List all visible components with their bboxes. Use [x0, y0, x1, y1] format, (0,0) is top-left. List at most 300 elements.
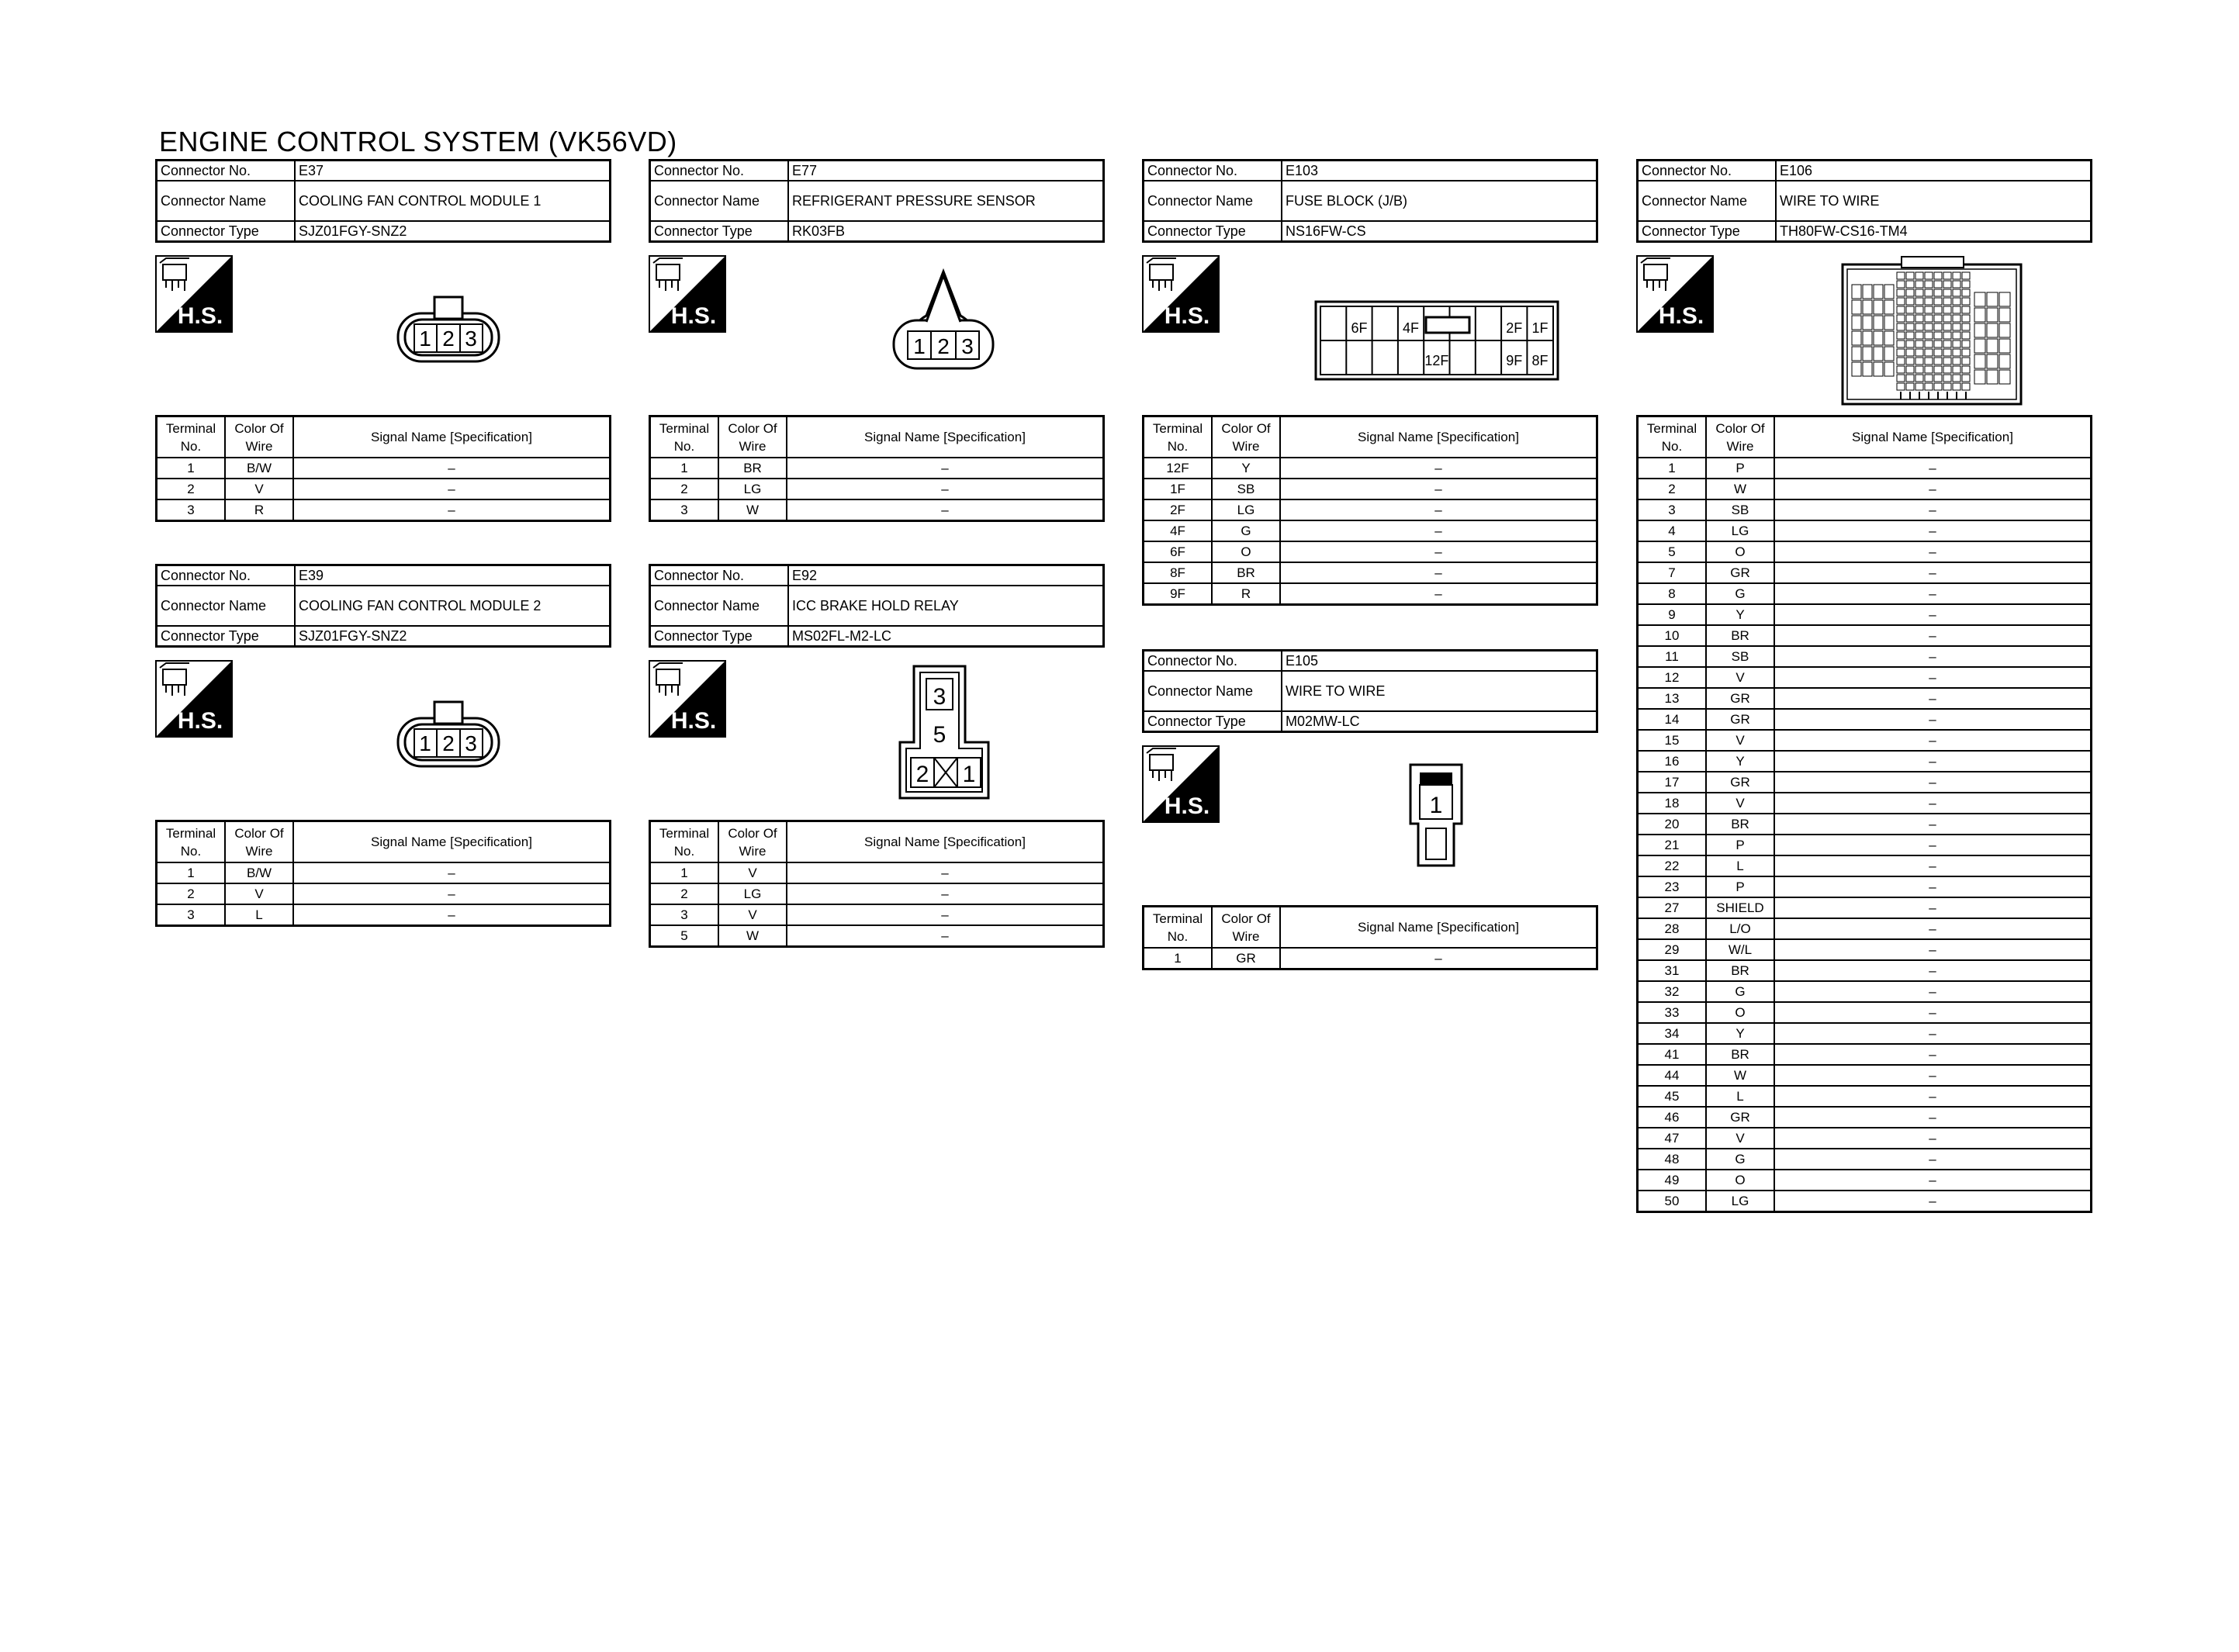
pin-number: 2: [915, 762, 929, 787]
connector-type-label: Connector Type: [157, 221, 296, 242]
pin-number: 9F: [1506, 353, 1523, 368]
signal-name: –: [1774, 876, 2092, 897]
signal-name: –: [787, 883, 1104, 904]
signal-name: –: [1280, 562, 1597, 583]
signal-name: –: [1774, 939, 2092, 960]
terminal-no: 29: [1638, 939, 1707, 960]
wire-color-header: Color Of Wire: [225, 821, 293, 863]
connector-no-value: E39: [295, 565, 611, 586]
terminal-no: 3: [650, 499, 719, 521]
table-row: [1638, 730, 2092, 751]
wire-color-header: Color Of Wire: [1706, 416, 1774, 458]
table-row: [1638, 562, 2092, 583]
table-row: [1638, 604, 2092, 625]
table-row: [1638, 541, 2092, 562]
connector-block: [649, 564, 1105, 943]
signal-name: –: [1774, 855, 2092, 876]
connector-name-label: Connector Name: [1144, 671, 1282, 711]
terminal-table-header: [157, 821, 611, 863]
terminal-no: 9: [1638, 604, 1707, 625]
wire-color-header: Color Of Wire: [1212, 416, 1280, 458]
terminal-table: [649, 820, 1105, 948]
terminal-no: 28: [1638, 918, 1707, 939]
terminal-no: 2: [650, 883, 719, 904]
table-row: [1638, 1170, 2092, 1191]
wire-color: W: [718, 499, 787, 521]
table-row: [1638, 646, 2092, 667]
terminal-no: 41: [1638, 1044, 1707, 1065]
pin-number: 4F: [1403, 320, 1420, 336]
terminal-no-header: Terminal No.: [157, 821, 226, 863]
table-row: [1638, 625, 2092, 646]
pin-number: 3: [961, 334, 974, 358]
table-row: [650, 883, 1104, 904]
signal-name: –: [1774, 646, 2092, 667]
connector-type-value: SJZ01FGY-SNZ2: [295, 626, 611, 647]
page-title: ENGINE CONTROL SYSTEM (VK56VD): [159, 126, 677, 157]
terminal-table: [1142, 905, 1598, 970]
wire-color: B/W: [225, 862, 293, 883]
wire-color: O: [1212, 541, 1280, 562]
hs-label: H.S.: [1164, 303, 1210, 329]
wire-color: R: [225, 499, 293, 521]
table-row: [1638, 855, 2092, 876]
connector-name-label: Connector Name: [650, 586, 789, 626]
signal-name: –: [1774, 918, 2092, 939]
terminal-no: 8F: [1144, 562, 1213, 583]
connector-block: [155, 159, 611, 517]
wire-color: R: [1212, 583, 1280, 605]
signal-name: –: [293, 479, 611, 499]
signal-name: –: [1774, 1086, 2092, 1107]
wire-color: G: [1706, 583, 1774, 604]
signal-name: –: [787, 458, 1104, 479]
signal-name-header: Signal Name [Specification]: [1774, 416, 2092, 458]
table-row: [650, 458, 1104, 479]
wire-color: O: [1706, 1002, 1774, 1023]
wire-color: G: [1706, 981, 1774, 1002]
table-row: [1144, 458, 1597, 479]
table-row: [1638, 960, 2092, 981]
signal-name: –: [1774, 625, 2092, 646]
table-row: [1638, 1107, 2092, 1128]
signal-name: –: [1774, 981, 2092, 1002]
table-row: [1638, 520, 2092, 541]
terminal-table: [155, 820, 611, 927]
wire-color: BR: [1706, 625, 1774, 646]
connector-block: [649, 159, 1105, 517]
pin-number: 6F: [1351, 320, 1368, 336]
signal-name: –: [1774, 772, 2092, 793]
connector-block: [155, 564, 611, 922]
terminal-no: 22: [1638, 855, 1707, 876]
table-row: [1638, 897, 2092, 918]
wire-color: P: [1706, 876, 1774, 897]
signal-name: –: [1774, 1128, 2092, 1149]
wire-color: BR: [1706, 960, 1774, 981]
wire-color: LG: [1706, 520, 1774, 541]
signal-name: –: [1774, 688, 2092, 709]
pin-number: 1: [913, 334, 926, 358]
signal-name: –: [1774, 897, 2092, 918]
table-row: [1638, 793, 2092, 814]
wire-color: LG: [718, 883, 787, 904]
table-row: [1638, 918, 2092, 939]
table-row: [157, 479, 611, 499]
connector-info-table: [649, 564, 1105, 648]
wire-color-header: Color Of Wire: [225, 416, 293, 458]
terminal-no: 11: [1638, 646, 1707, 667]
signal-name: –: [1774, 458, 2092, 479]
pin-number: 1F: [1531, 320, 1549, 336]
pin-number: 8F: [1531, 353, 1549, 368]
terminal-no-header: Terminal No.: [1144, 416, 1213, 458]
wire-color-header: Color Of Wire: [1212, 907, 1280, 949]
connector-face-diagram: [1839, 254, 2026, 409]
connector-info-table: [1636, 159, 2092, 243]
signal-name: –: [293, 904, 611, 926]
terminal-no: 8: [1638, 583, 1707, 604]
wire-color: Y: [1706, 1023, 1774, 1044]
terminal-table: [155, 415, 611, 522]
terminal-no: 23: [1638, 876, 1707, 897]
connector-type-label: Connector Type: [1144, 221, 1282, 242]
signal-name: –: [1280, 948, 1597, 969]
connector-face-diagram: [396, 700, 504, 769]
signal-name: –: [1774, 479, 2092, 499]
signal-name: –: [1774, 1002, 2092, 1023]
table-row: [1638, 814, 2092, 835]
wire-color: GR: [1212, 948, 1280, 969]
terminal-no: 31: [1638, 960, 1707, 981]
terminal-no-header: Terminal No.: [650, 416, 719, 458]
pin-number: 2: [442, 731, 455, 755]
wire-color: BR: [1706, 814, 1774, 835]
table-row: [1638, 1191, 2092, 1212]
signal-name: –: [1774, 1023, 2092, 1044]
signal-name: –: [1774, 562, 2092, 583]
table-row: [1144, 562, 1597, 583]
signal-name: –: [1774, 709, 2092, 730]
wire-color: V: [225, 883, 293, 904]
terminal-no-header: Terminal No.: [650, 821, 719, 863]
table-row: [157, 499, 611, 521]
signal-name: –: [787, 925, 1104, 947]
signal-name: –: [1774, 1065, 2092, 1086]
wire-color: BR: [1706, 1044, 1774, 1065]
connector-info-table: [649, 159, 1105, 243]
pin-number: 5: [933, 722, 946, 748]
wire-color: BR: [718, 458, 787, 479]
terminal-no: 10: [1638, 625, 1707, 646]
table-row: [650, 904, 1104, 925]
terminal-no: 4: [1638, 520, 1707, 541]
wire-color: P: [1706, 835, 1774, 855]
signal-name: –: [787, 499, 1104, 521]
pin-number: 3: [465, 731, 477, 755]
connector-type-value: M02MW-LC: [1282, 711, 1597, 732]
wire-color: GR: [1706, 688, 1774, 709]
wire-color: L: [1706, 1086, 1774, 1107]
connector-no-value: E103: [1282, 161, 1597, 181]
pin-number: 2F: [1506, 320, 1523, 336]
hs-label: H.S.: [177, 708, 223, 734]
terminal-no-header: Terminal No.: [1638, 416, 1707, 458]
hs-label: H.S.: [670, 708, 717, 734]
table-row: [1638, 1086, 2092, 1107]
hs-label: H.S.: [1164, 793, 1210, 819]
signal-name: –: [293, 458, 611, 479]
signal-name: –: [787, 862, 1104, 883]
signal-name-header: Signal Name [Specification]: [1280, 416, 1597, 458]
table-row: [1638, 1023, 2092, 1044]
signal-name: –: [1774, 541, 2092, 562]
pin-number: 12F: [1424, 353, 1449, 368]
terminal-no: 18: [1638, 793, 1707, 814]
connector-type-value: NS16FW-CS: [1282, 221, 1597, 242]
wire-color: V: [1706, 1128, 1774, 1149]
terminal-no: 2: [1638, 479, 1707, 499]
wire-color: V: [718, 862, 787, 883]
connector-info-table: [1142, 159, 1598, 243]
connector-face-diagram: [1313, 299, 1561, 384]
wire-color: P: [1706, 458, 1774, 479]
connector-name-label: Connector Name: [157, 181, 296, 221]
wire-color: GR: [1706, 1107, 1774, 1128]
wire-color: G: [1706, 1149, 1774, 1170]
signal-name: –: [787, 479, 1104, 499]
terminal-no: 3: [157, 499, 226, 521]
table-row: [1638, 751, 2092, 772]
table-row: [1638, 667, 2092, 688]
terminal-no: 45: [1638, 1086, 1707, 1107]
pin-number: 1: [1429, 793, 1443, 818]
signal-name: –: [1774, 793, 2092, 814]
terminal-no: 2: [650, 479, 719, 499]
terminal-no: 34: [1638, 1023, 1707, 1044]
harness-side-icon: [155, 255, 233, 333]
terminal-table-header: [1638, 416, 2092, 458]
wire-color-header: Color Of Wire: [718, 821, 787, 863]
wire-color: Y: [1706, 751, 1774, 772]
signal-name: –: [1774, 730, 2092, 751]
table-row: [1144, 520, 1597, 541]
wire-color: BR: [1212, 562, 1280, 583]
signal-name: –: [1774, 583, 2092, 604]
wire-color: GR: [1706, 562, 1774, 583]
signal-name-header: Signal Name [Specification]: [293, 821, 611, 863]
terminal-no: 27: [1638, 897, 1707, 918]
terminal-table: [1636, 415, 2092, 1213]
wire-color: V: [225, 479, 293, 499]
terminal-no: 1: [650, 458, 719, 479]
terminal-no: 7: [1638, 562, 1707, 583]
table-row: [1144, 541, 1597, 562]
terminal-table: [1142, 415, 1598, 606]
connector-type-value: RK03FB: [788, 221, 1104, 242]
harness-side-icon: [649, 255, 726, 333]
connector-no-label: Connector No.: [650, 161, 789, 181]
wire-color: O: [1706, 541, 1774, 562]
table-row: [1638, 1149, 2092, 1170]
wire-color: V: [718, 904, 787, 925]
pin-number: 1: [419, 731, 431, 755]
signal-name: –: [1774, 960, 2092, 981]
terminal-no-header: Terminal No.: [1144, 907, 1213, 949]
signal-name: –: [1774, 751, 2092, 772]
table-row: [1638, 1128, 2092, 1149]
signal-name: –: [1774, 814, 2092, 835]
hs-label: H.S.: [177, 303, 223, 329]
signal-name: –: [293, 883, 611, 904]
table-row: [650, 862, 1104, 883]
terminal-no: 44: [1638, 1065, 1707, 1086]
table-row: [650, 925, 1104, 947]
connector-no-label: Connector No.: [650, 565, 789, 586]
terminal-table-header: [1144, 907, 1597, 949]
signal-name: –: [1280, 479, 1597, 499]
terminal-table-header: [650, 821, 1104, 863]
signal-name: –: [787, 904, 1104, 925]
connector-no-label: Connector No.: [157, 161, 296, 181]
terminal-no: 9F: [1144, 583, 1213, 605]
connector-name-value: FUSE BLOCK (J/B): [1282, 181, 1597, 221]
signal-name-header: Signal Name [Specification]: [787, 416, 1104, 458]
terminal-no: 4F: [1144, 520, 1213, 541]
table-row: [1638, 479, 2092, 499]
wire-color: V: [1706, 667, 1774, 688]
terminal-no: 47: [1638, 1128, 1707, 1149]
connector-no-value: E37: [295, 161, 611, 181]
connector-block: [1142, 159, 1598, 601]
connector-block: [1636, 159, 2092, 1208]
wire-color: SHIELD: [1706, 897, 1774, 918]
table-row: [1144, 479, 1597, 499]
connector-face-diagram: [396, 295, 504, 365]
table-row: [1638, 1044, 2092, 1065]
connector-name-value: COOLING FAN CONTROL MODULE 2: [295, 586, 611, 626]
connector-name-value: WIRE TO WIRE: [1282, 671, 1597, 711]
signal-name: –: [1280, 520, 1597, 541]
signal-name: –: [293, 862, 611, 883]
terminal-no: 1: [1638, 458, 1707, 479]
terminal-no: 12F: [1144, 458, 1213, 479]
terminal-no: 5: [1638, 541, 1707, 562]
connector-no-label: Connector No.: [1144, 161, 1282, 181]
table-row: [650, 499, 1104, 521]
wire-color: W: [718, 925, 787, 947]
signal-name-header: Signal Name [Specification]: [293, 416, 611, 458]
terminal-no: 21: [1638, 835, 1707, 855]
terminal-no: 1: [650, 862, 719, 883]
terminal-no: 1: [157, 862, 226, 883]
wire-color: LG: [718, 479, 787, 499]
table-row: [1638, 499, 2092, 520]
table-row: [1144, 583, 1597, 605]
wire-color: Y: [1706, 604, 1774, 625]
connector-no-value: E77: [788, 161, 1104, 181]
table-row: [1638, 709, 2092, 730]
terminal-no: 49: [1638, 1170, 1707, 1191]
table-row: [1638, 876, 2092, 897]
connector-no-value: E105: [1282, 651, 1597, 672]
wire-color: L: [1706, 855, 1774, 876]
signal-name: –: [1774, 1044, 2092, 1065]
signal-name: –: [1774, 1107, 2092, 1128]
wire-color: O: [1706, 1170, 1774, 1191]
pin-number: 2: [937, 334, 950, 358]
terminal-no: 17: [1638, 772, 1707, 793]
connector-info-table: [1142, 649, 1598, 733]
signal-name: –: [1774, 835, 2092, 855]
terminal-no: 3: [650, 904, 719, 925]
connector-type-label: Connector Type: [650, 626, 789, 647]
connector-no-label: Connector No.: [1638, 161, 1777, 181]
wire-color: W: [1706, 479, 1774, 499]
table-row: [1638, 1065, 2092, 1086]
terminal-no: 46: [1638, 1107, 1707, 1128]
connector-name-value: COOLING FAN CONTROL MODULE 1: [295, 181, 611, 221]
signal-name: –: [1280, 458, 1597, 479]
terminal-no: 2: [157, 883, 226, 904]
signal-name: –: [1774, 1191, 2092, 1212]
terminal-no: 15: [1638, 730, 1707, 751]
terminal-no: 33: [1638, 1002, 1707, 1023]
table-row: [157, 904, 611, 926]
terminal-no: 1: [157, 458, 226, 479]
wire-color: B/W: [225, 458, 293, 479]
wire-color: V: [1706, 730, 1774, 751]
signal-name: –: [1280, 499, 1597, 520]
table-row: [1638, 981, 2092, 1002]
signal-name: –: [1774, 1149, 2092, 1170]
connector-name-label: Connector Name: [650, 181, 789, 221]
connector-name-label: Connector Name: [157, 586, 296, 626]
pin-number: 2: [442, 327, 455, 351]
wire-color: L/O: [1706, 918, 1774, 939]
hs-label: H.S.: [1658, 303, 1704, 329]
connector-name-value: ICC BRAKE HOLD RELAY: [788, 586, 1104, 626]
terminal-table-header: [650, 416, 1104, 458]
wire-color: W/L: [1706, 939, 1774, 960]
pin-number: 3: [933, 684, 946, 710]
terminal-no: 1F: [1144, 479, 1213, 499]
terminal-no: 20: [1638, 814, 1707, 835]
connector-no-label: Connector No.: [1144, 651, 1282, 672]
connector-name-label: Connector Name: [1144, 181, 1282, 221]
terminal-no: 13: [1638, 688, 1707, 709]
harness-side-icon: [1636, 255, 1714, 333]
table-row: [1638, 939, 2092, 960]
terminal-no: 3: [1638, 499, 1707, 520]
connector-no-value: E92: [788, 565, 1104, 586]
wire-color: G: [1212, 520, 1280, 541]
terminal-no: 48: [1638, 1149, 1707, 1170]
table-row: [1638, 583, 2092, 604]
connector-info-table: [155, 159, 611, 243]
table-row: [157, 883, 611, 904]
table-row: [157, 458, 611, 479]
signal-name: –: [1774, 499, 2092, 520]
table-row: [1638, 688, 2092, 709]
wire-color: SB: [1706, 499, 1774, 520]
table-row: [1638, 1002, 2092, 1023]
terminal-no: 5: [650, 925, 719, 947]
connector-face-diagram: [1406, 762, 1468, 870]
connector-type-label: Connector Type: [1638, 221, 1777, 242]
harness-side-icon: [649, 660, 726, 738]
connector-type-value: SJZ01FGY-SNZ2: [295, 221, 611, 242]
